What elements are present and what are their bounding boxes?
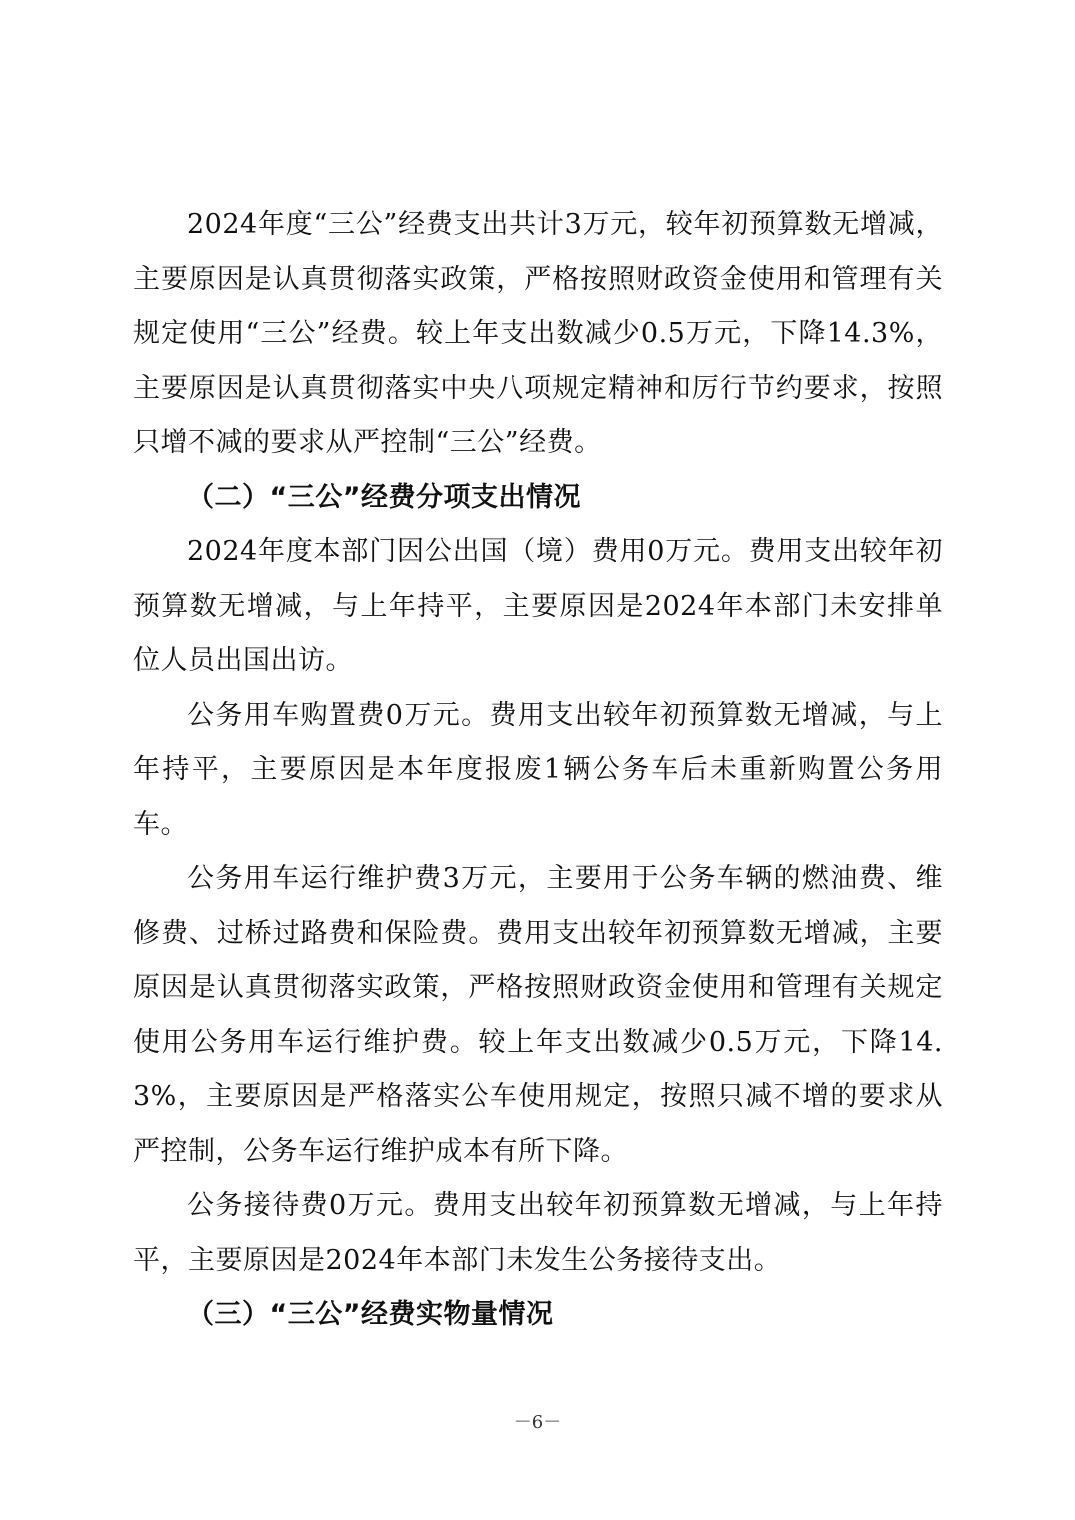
paragraph-reception: 公务接待费0万元。费用支出较年初预算数无增减，与上年持平，主要原因是2024年本部门未发生公务接待支出。 — [133, 1190, 943, 1276]
paragraph-vehicle-maintenance: 公务用车运行维护费3万元，主要用于公务车辆的燃油费、维修费、过桥过路费和保险费。费用支出较年初预算数无增减，主要原因是认真贯彻落实政策，严格按照财政资金使用和管理有关规定使用公务用车运行维护费。较上年支出数减少0.5万元，下降14.3%，主要原因是严格落实公车使用规定，按照只减不增的要求从严控制，公务车运行维护成本有所下降。 — [133, 863, 943, 1167]
page-number: －6－ — [513, 1412, 562, 1433]
paragraph-vehicle-purchase: 公务用车购置费0万元。费用支出较年初预算数无增减，与上年持平，主要原因是本年度报废1辆公务车后未重新购置公务用车。 — [133, 699, 943, 840]
document-body — [133, 198, 943, 1343]
paragraph-sangong-total: 2024年度“三公”经费支出共计3万元，较年初预算数无增减，主要原因是认真贯彻落实政策，严格按照财政资金使用和管理有关规定使用“三公”经费。较上年支出数减少0.5万元，下降14.3%，主要原因是认真贯彻落实中央八项规定精神和厉行节约要求，按照只增不减的要求从严控制“三公”经费。 — [133, 209, 943, 458]
paragraph-overseas-travel: 2024年度本部门因公出国（境）费用0万元。费用支出较年初预算数无增减，与上年持平，主要原因是2024年本部门未安排单位人员出国出访。 — [133, 536, 943, 676]
section-heading-itemized: （二）“三公”经费分项支出情况 — [187, 481, 581, 513]
section-heading-physical-quantity: （三）“三公”经费实物量情况 — [187, 1299, 554, 1330]
